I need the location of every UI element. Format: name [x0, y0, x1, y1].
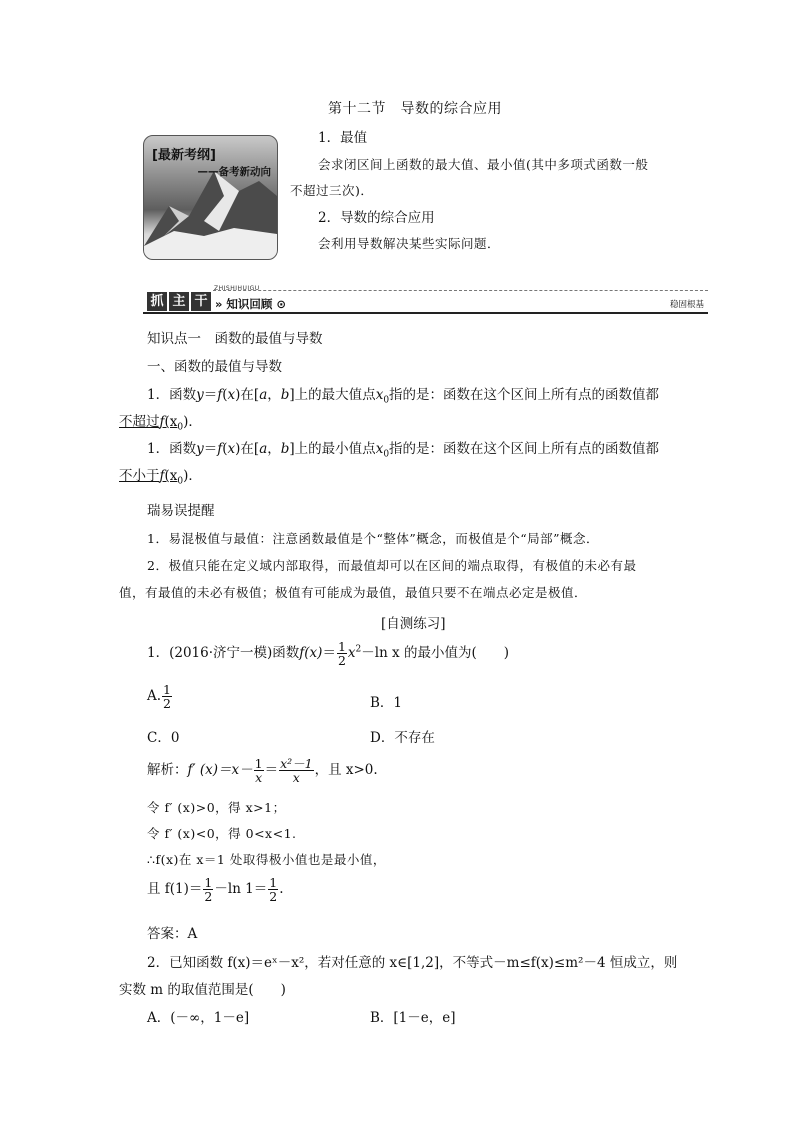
- banner-rule: [143, 312, 708, 314]
- kaogang-subtitle: ——备考新动向: [197, 166, 271, 178]
- banner-char-2: 主: [169, 292, 189, 311]
- kaogang-item1-line1: 会求闭区间上函数的最大值、最小值(其中多项式函数一般: [318, 157, 649, 172]
- question-1: 1．(2016·济宁一模)函数f(x)＝ $\frac{1}{2}$ $x^2-\ln$ x 的最小值为( ): [147, 639, 509, 669]
- kaogang-image: [143, 135, 278, 260]
- option-d: D．不存在: [370, 730, 435, 746]
- kaogang-item1-line2: 不超过三次)．: [290, 183, 374, 198]
- solution-line3: 令 f′ (x)<0，得 0<x<1.: [147, 826, 297, 841]
- kaogang-item2-line1: 会利用导数解决某些实际问题．: [318, 236, 501, 251]
- option-c: C．0: [147, 730, 180, 746]
- section-banner: [143, 285, 708, 314]
- banner-char-3: 干: [191, 292, 211, 311]
- q2-option-a: A．(－∞，1－e]: [147, 1010, 250, 1026]
- selftest-heading: [自测练习]: [381, 616, 446, 632]
- banner-dashed-line: [213, 290, 708, 291]
- question-2-line2: 实数 m 的取值范围是( ): [119, 982, 286, 998]
- option-b: B．1: [370, 695, 403, 711]
- point-1-line1: 1．函数y＝f(x)在[a，b]上的最大值点$x_0$指的是：函数在这个区间上所有点的函数值都: [147, 387, 660, 406]
- reminder-2-line2: 值，有最值的未必有极值；极值有可能成为最值，最值只要不在端点必定是极值．: [119, 585, 588, 600]
- fill-blank-2: 不小于$f(x_0$: [119, 468, 184, 487]
- fill-blank-1: 不超过$f(x_0$: [119, 414, 184, 433]
- kaogang-badge: [最新考纲]: [152, 148, 216, 163]
- question-2-line1: 2．已知函数 f(x)＝eˣ－x²，若对任意的 x∈[1,2]，不等式－m≤f(x)≤m²－4 恒成立，则: [147, 955, 678, 971]
- kaogang-item2-head: 2．导数的综合应用: [318, 210, 435, 226]
- banner-label: » 知识回顾 ⊙: [215, 297, 287, 311]
- solution-line5: 且 f(1)＝ $\frac{1}{2}$ －ln 1＝ $\frac{1}{2}$ .: [147, 875, 284, 905]
- solution-line2: 令 f′ (x)>0，得 x>1；: [147, 800, 286, 815]
- option-a: A. $\frac{1}{2}$: [147, 682, 171, 712]
- section-subheading: 一、函数的最值与导数: [147, 359, 282, 375]
- kaogang-item1-head: 1．最值: [318, 130, 368, 146]
- section-heading: 知识点一 函数的最值与导数: [147, 331, 323, 347]
- banner-right-label: 稳固根基: [669, 300, 704, 310]
- point-1-line2: 不超过$f(x_0)$．: [119, 414, 202, 433]
- banner-pinyin: ZHISHIHUIGU: [214, 285, 260, 292]
- reminder-2-line1: 2．极值只能在定义域内部取得，而最值却可以在区间的端点取得，有极值的未必有最: [147, 558, 637, 573]
- solution-line1: 解析：f′ (x)＝x－ $\frac{1}{x}$ ＝ $\frac{\text{x²－1}}{x}$ ，且 x>0.: [147, 756, 378, 786]
- q2-option-b: B．[1－e，e]: [370, 1010, 456, 1026]
- reminder-heading: 瑞易误提醒: [147, 503, 215, 519]
- answer-1: 答案：A: [147, 926, 198, 942]
- banner-char-1: 抓: [147, 292, 167, 311]
- point-2-line2: 不小于$f(x_0)$．: [119, 468, 202, 487]
- page-title: 第十二节 导数的综合应用: [328, 101, 502, 117]
- solution-line4: ∴f(x)在 x＝1 处取得极小值也是最小值，: [147, 852, 386, 867]
- reminder-1: 1．易混极值与最值：注意函数最值是个“整体”概念，而极值是个“局部”概念．: [147, 531, 600, 546]
- point-2-line1: 1．函数y＝f(x)在[a，b]上的最小值点$x_0$指的是：函数在这个区间上所有点的函数值都: [147, 441, 660, 460]
